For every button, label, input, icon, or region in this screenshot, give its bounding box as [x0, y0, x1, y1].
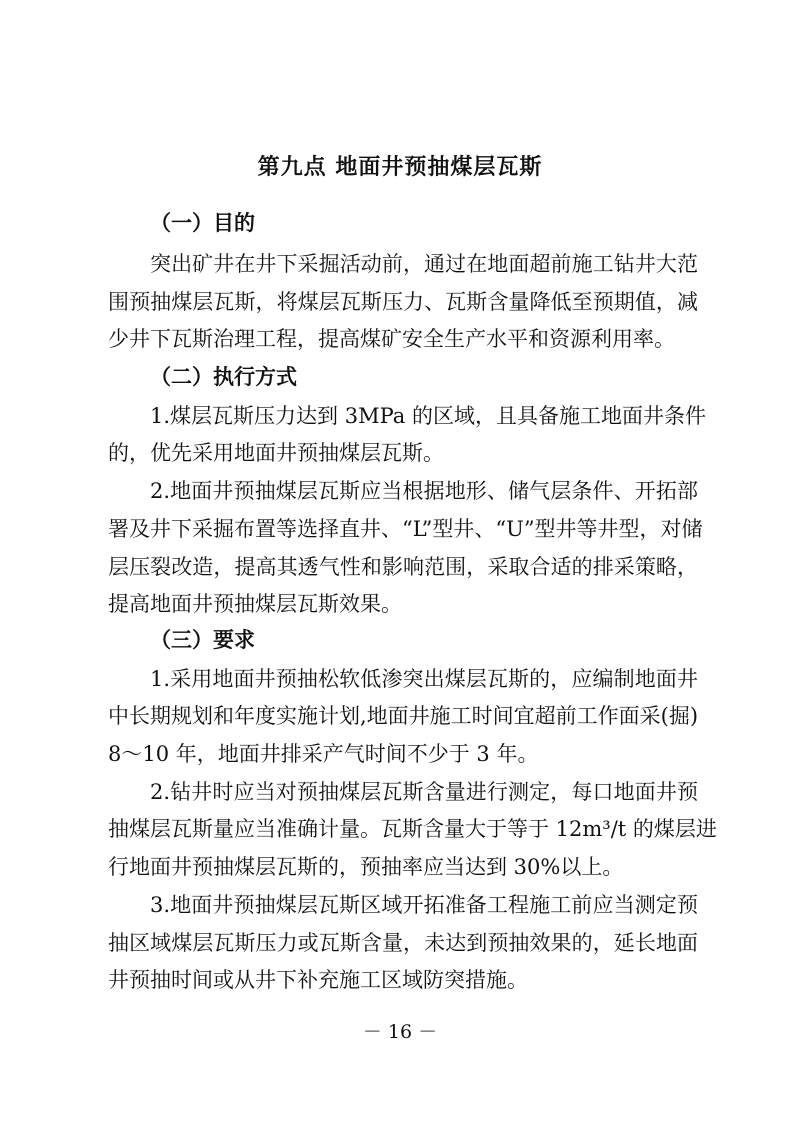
paragraph-line: 2.地面井预抽煤层瓦斯应当根据地形、储气层条件、开拓部 — [150, 479, 698, 503]
section-heading-execution: （二）执行方式 — [150, 365, 297, 389]
section-heading-purpose: （一）目的 — [150, 211, 255, 235]
paragraph-line: 行地面井预抽煤层瓦斯的，预抽率应当达到 30%以上。 — [108, 855, 624, 879]
paragraph-line: 2.钻井时应当对预抽煤层瓦斯含量进行测定，每口地面井预 — [150, 780, 698, 804]
paragraph-line: 3.地面井预抽煤层瓦斯区域开拓准备工程施工前应当测定预 — [150, 893, 698, 917]
paragraph-line: 抽区域煤层瓦斯压力或瓦斯含量，未达到预抽效果的，延长地面 — [108, 931, 698, 955]
section-heading-requirements: （三）要求 — [150, 628, 255, 652]
paragraph-line: 8～10 年，地面井排采产气时间不少于 3 年。 — [108, 742, 539, 766]
paragraph-line: 提高地面井预抽煤层瓦斯效果。 — [108, 592, 402, 616]
paragraph-line: 1.煤层瓦斯压力达到 3MPa 的区域，且具备施工地面井条件 — [150, 404, 706, 428]
page-title: 第九点 地面井预抽煤层瓦斯 — [257, 155, 543, 180]
paragraph-line: 1.采用地面井预抽松软低渗突出煤层瓦斯的，应编制地面井 — [150, 667, 698, 691]
page-number: － 16 － — [362, 1021, 438, 1043]
paragraph-line: 少井下瓦斯治理工程，提高煤矿安全生产水平和资源利用率。 — [108, 327, 675, 351]
paragraph-line: 中长期规划和年度实施计划,地面井施工时间宜超前工作面采(掘) — [108, 704, 699, 728]
paragraph-line: 围预抽煤层瓦斯，将煤层瓦斯压力、瓦斯含量降低至预期值，减 — [108, 290, 698, 314]
paragraph-line: 井预抽时间或从井下补充施工区域防突措施。 — [108, 968, 528, 992]
paragraph-line: 突出矿井在井下采掘活动前，通过在地面超前施工钻井大范 — [150, 252, 698, 276]
paragraph-line: 的，优先采用地面井预抽煤层瓦斯。 — [108, 441, 444, 465]
paragraph-line: 抽煤层瓦斯量应当准确计量。瓦斯含量大于等于 12m³/t 的煤层进 — [108, 817, 717, 841]
paragraph-line: 署及井下采掘布置等选择直井、“L”型井、“U”型井等井型，对储 — [108, 517, 703, 541]
paragraph-line: 层压裂改造，提高其透气性和影响范围，采取合适的排采策略， — [108, 555, 698, 579]
